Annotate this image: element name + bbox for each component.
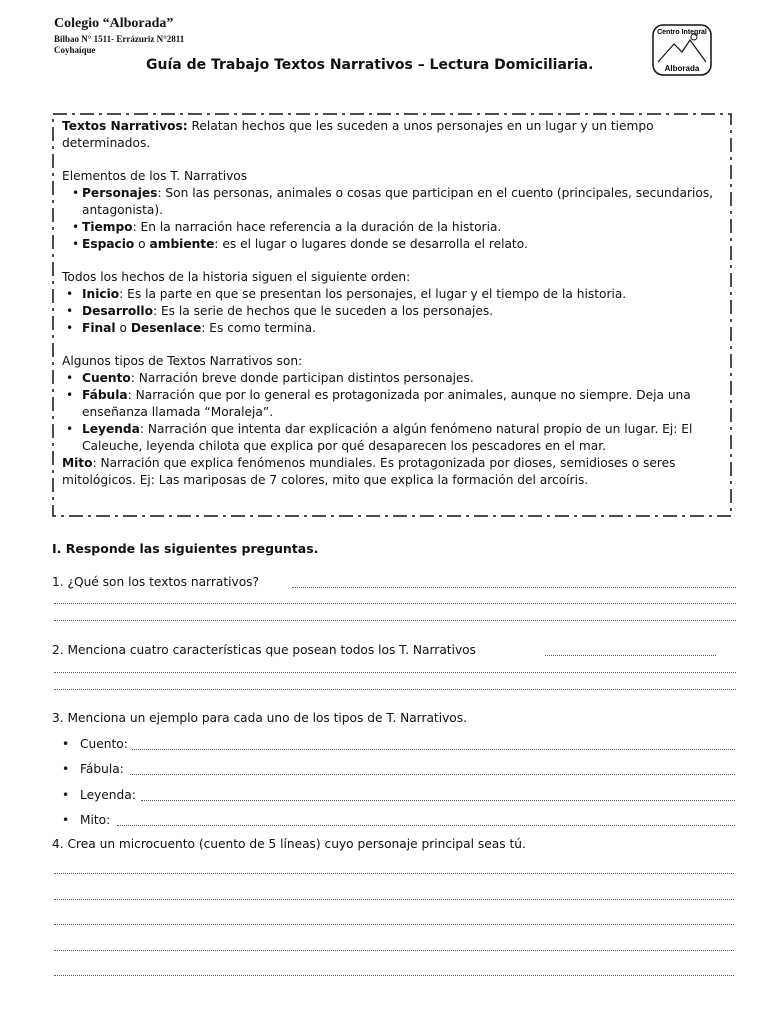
list-item-fabula [62, 387, 722, 421]
logo-text-top: Centro Integral [657, 29, 707, 36]
definition-term: Textos Narrativos: [62, 119, 188, 133]
question-3: 3. Menciona un ejemplo para cada uno de los tipos de T. Narrativos. [52, 711, 467, 725]
term-desarrollo: Desarrollo [82, 304, 153, 318]
answer-line[interactable] [292, 587, 736, 588]
answer-line[interactable] [141, 800, 735, 801]
term-tiempo: Tiempo [82, 220, 133, 234]
logo-text-bottom: Alborada [664, 64, 700, 73]
term-espacio: Espacio [82, 237, 135, 251]
school-logo [650, 22, 714, 78]
term-ambiente: ambiente [149, 237, 215, 251]
text-o: o [134, 237, 150, 251]
q3-label-fabula: Fábula: [80, 762, 124, 776]
list-item-espacio [62, 236, 722, 253]
list-item-leyenda [62, 421, 722, 455]
answer-line[interactable] [54, 873, 734, 874]
term-cuento: Cuento [82, 371, 131, 385]
answer-line[interactable] [132, 749, 735, 750]
answer-line[interactable] [130, 774, 735, 775]
q3-label-mito: Mito: [80, 813, 111, 827]
school-city: Coyhaíque [54, 45, 96, 55]
q3-label-cuento: Cuento: [80, 737, 128, 751]
answer-line[interactable] [54, 689, 736, 690]
types-title: Algunos tipos de Textos Narrativos son: [62, 354, 303, 368]
text-espacio: : es el lugar o lugares donde se desarrolla el relato. [214, 237, 528, 251]
term-mito: Mito [62, 456, 93, 470]
answer-line[interactable] [54, 899, 734, 900]
list-item-personajes [62, 185, 722, 219]
text-o: o [115, 321, 131, 335]
q3-label-leyenda: Leyenda: [80, 788, 136, 802]
list-item-inicio [62, 286, 722, 303]
term-final: Final [82, 321, 116, 335]
text-tiempo: : En la narración hace referencia a la duración de la historia. [132, 220, 502, 234]
text-mito: : Narración que explica fenómenos mundiales. Es protagonizada por dioses, semidioses o seres mitológicos. Ej: Las mariposas de 7 colores, mito que explica la formación del arcoíris. [62, 456, 676, 487]
definition-text: Relatan hechos que les suceden a unos personajes en un lugar y un tiempo determinados. [62, 119, 654, 150]
list-item-desarrollo [62, 303, 722, 320]
text-leyenda: : Narración que intenta dar explicación a algún fenómeno natural propio de un lugar. Ej: El Caleuche, leyenda chilota que explica por qué desaparecen los pescadores en el mar. [82, 422, 693, 453]
answer-line[interactable] [54, 603, 736, 604]
list-item-cuento [62, 370, 722, 387]
school-name: Colegio “Alborada” [54, 16, 174, 31]
list-item-tiempo [62, 219, 722, 236]
definition [62, 118, 722, 152]
page-title: Guía de Trabajo Textos Narrativos – Lectura Domiciliaria. [146, 57, 594, 73]
q3-item-mito: • Mito: [62, 813, 111, 827]
q3-item-fabula: • Fábula: [62, 762, 124, 776]
list-item-final [62, 320, 722, 337]
text-personajes: : Son las personas, animales o cosas que participan en el cuento (principales, secundarios, antagonista). [82, 186, 714, 217]
text-final: : Es como termina. [201, 321, 316, 335]
answer-line[interactable] [54, 924, 734, 925]
term-personajes: Personajes [82, 186, 158, 200]
text-desarrollo: : Es la serie de hechos que le suceden a los personajes. [152, 304, 494, 318]
text-fabula: : Narración que por lo general es protagonizada por animales, aunque no siempre. Deja una enseñanza llamada “Moraleja”. [82, 388, 691, 419]
question-1: 1. ¿Qué son los textos narrativos? [52, 575, 259, 589]
answer-line[interactable] [545, 655, 716, 656]
school-address: Bilbao N° 1511- Errázuriz N°2811 [54, 34, 185, 44]
section-title: I. Responde las siguientes preguntas. [52, 541, 319, 556]
text-inicio: : Es la parte en que se presentan los personajes, el lugar y el tiempo de la historia. [119, 287, 627, 301]
q3-item-leyenda: • Leyenda: [62, 788, 136, 802]
question-4: 4. Crea un microcuento (cuento de 5 líneas) cuyo personaje principal seas tú. [52, 837, 526, 851]
answer-line[interactable] [117, 825, 735, 826]
term-leyenda: Leyenda [82, 422, 140, 436]
list-item-mito [62, 455, 722, 489]
answer-line[interactable] [54, 620, 736, 621]
elements-title: Elementos de los T. Narrativos [62, 169, 248, 183]
term-desenlace: Desenlace [130, 321, 202, 335]
answer-line[interactable] [54, 672, 736, 673]
term-inicio: Inicio [82, 287, 120, 301]
question-2: 2. Menciona cuatro características que posean todos los T. Narrativos [52, 643, 476, 657]
mountain-icon [658, 40, 706, 62]
answer-line[interactable] [54, 950, 734, 951]
q3-item-cuento: • Cuento: [62, 737, 128, 751]
order-title: Todos los hechos de la historia siguen el siguiente orden: [62, 270, 411, 284]
text-cuento: : Narración breve donde participan distintos personajes. [130, 371, 474, 385]
term-fabula: Fábula [82, 388, 128, 402]
answer-line[interactable] [54, 975, 734, 976]
info-box [62, 118, 722, 489]
